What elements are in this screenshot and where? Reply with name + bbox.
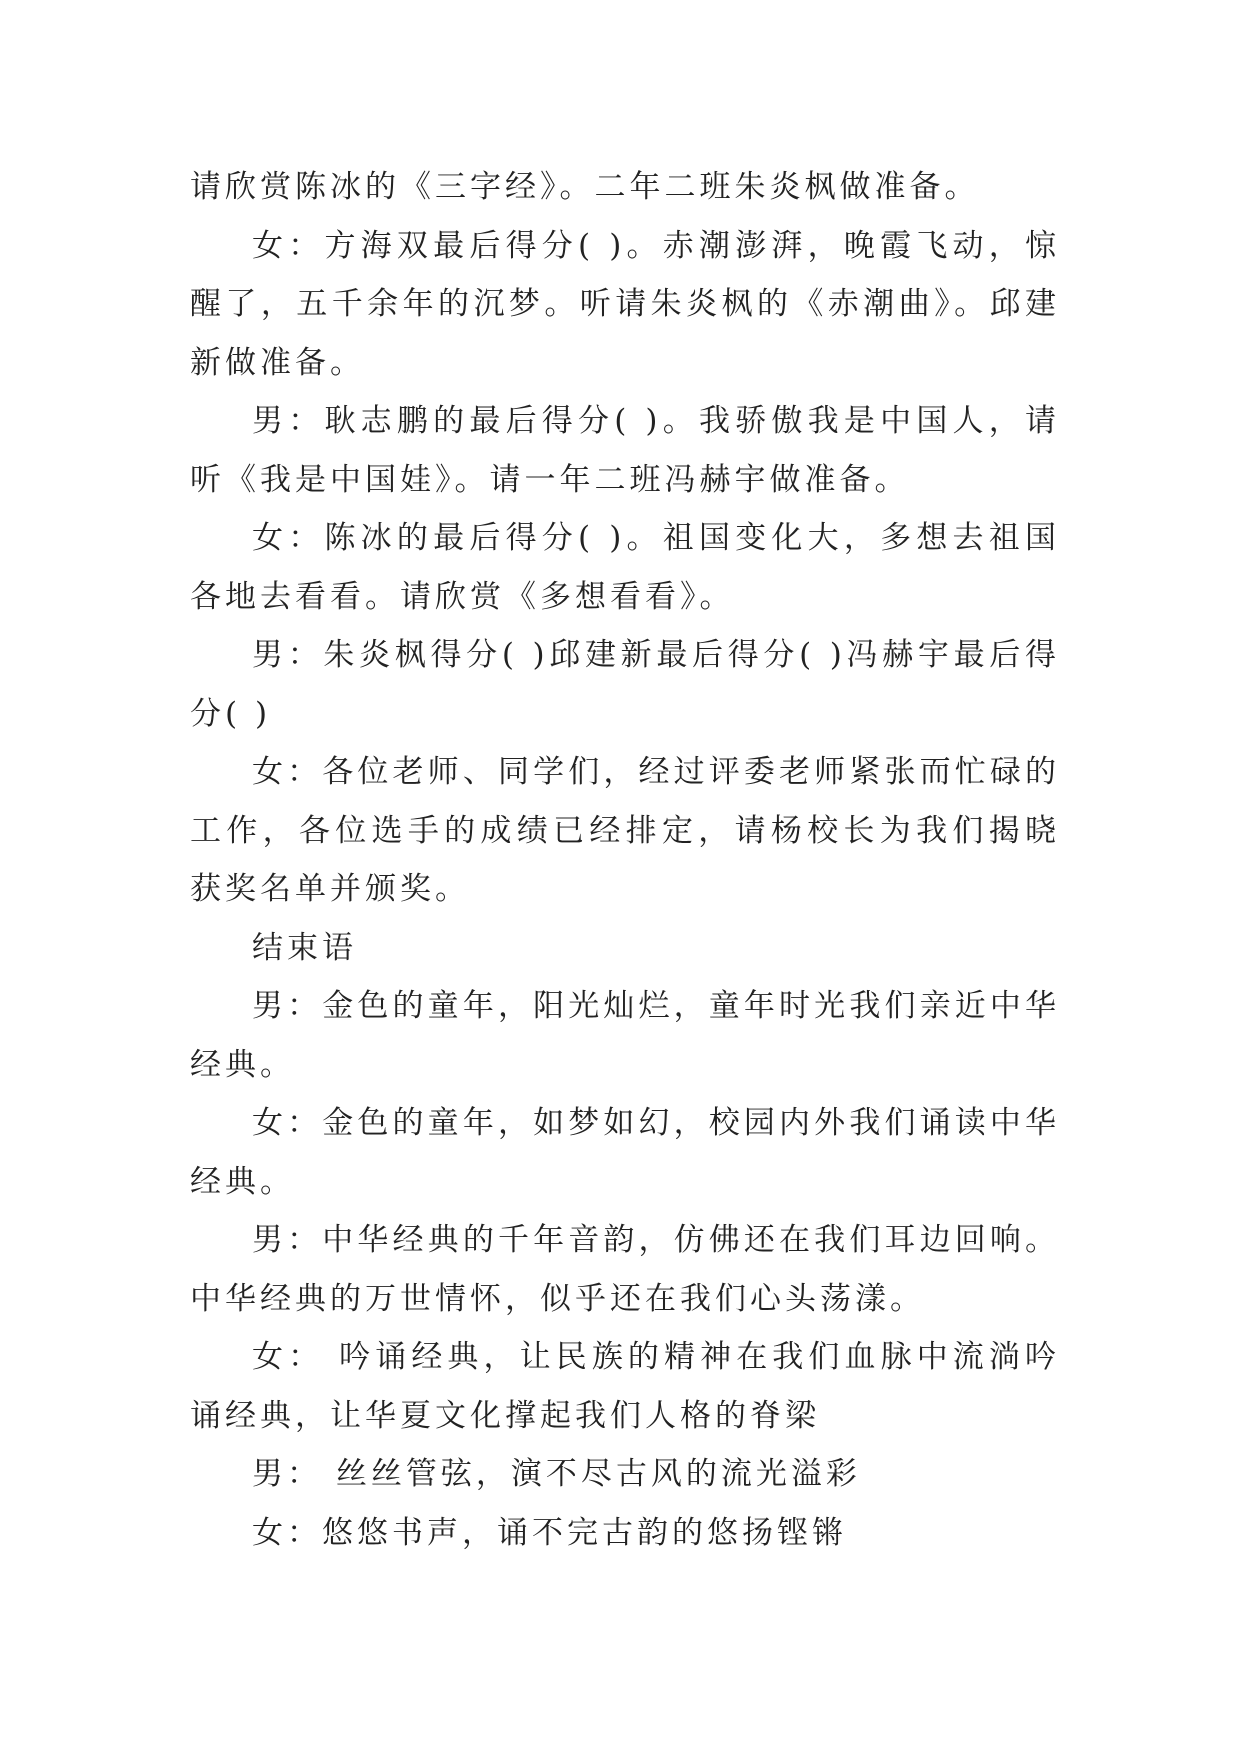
paragraph-male-5: 男： 丝丝管弦，演不尽古风的流光溢彩	[252, 1456, 861, 1492]
document-page	[190, 158, 1060, 1562]
paragraph-male-3: 男：金色的童年，阳光灿烂，童年时光我们亲近中华经典。	[190, 988, 1060, 1083]
paragraph-female-5: 女： 吟诵经典，让民族的精神在我们血脉中流淌吟诵经典，让华夏文化撑起我们人格的脊梁	[190, 1339, 1060, 1434]
paragraph-female-1: 女：方海双最后得分( )。赤潮澎湃，晚霞飞动，惊醒了，五千余年的沉梦。听请朱炎枫的《赤潮曲》。邱建新做准备。	[190, 227, 1060, 381]
paragraph-female-4: 女：金色的童年，如梦如幻，校园内外我们诵读中华经典。	[190, 1105, 1060, 1200]
paragraph-female-3: 女：各位老师、同学们，经过评委老师紧张而忙碌的工作，各位选手的成绩已经排定，请杨校长为我们揭晓获奖名单并颁奖。	[190, 754, 1060, 907]
paragraph-male-4: 男：中华经典的千年音韵，仿佛还在我们耳边回响。中华经典的万世情怀，似乎还在我们心头荡漾。	[190, 1222, 1060, 1317]
paragraph-female-6: 女：悠悠书声，诵不完古韵的悠扬铿锵	[252, 1514, 847, 1551]
paragraph-continuation: 请欣赏陈冰的《三字经》。二年二班朱炎枫做准备。	[190, 169, 980, 205]
paragraph-male-2: 男：朱炎枫得分( )邱建新最后得分( )冯赫宇最后得分( )	[190, 637, 1060, 732]
section-heading-closing: 结束语	[252, 929, 357, 966]
paragraph-female-2: 女：陈冰的最后得分( )。祖国变化大，多想去祖国各地去看看。请欣赏《多想看看》。	[190, 520, 1060, 615]
paragraph-male-1: 男：耿志鹏的最后得分( )。我骄傲我是中国人，请听《我是中国娃》。请一年二班冯赫宇做准备。	[190, 403, 1060, 498]
